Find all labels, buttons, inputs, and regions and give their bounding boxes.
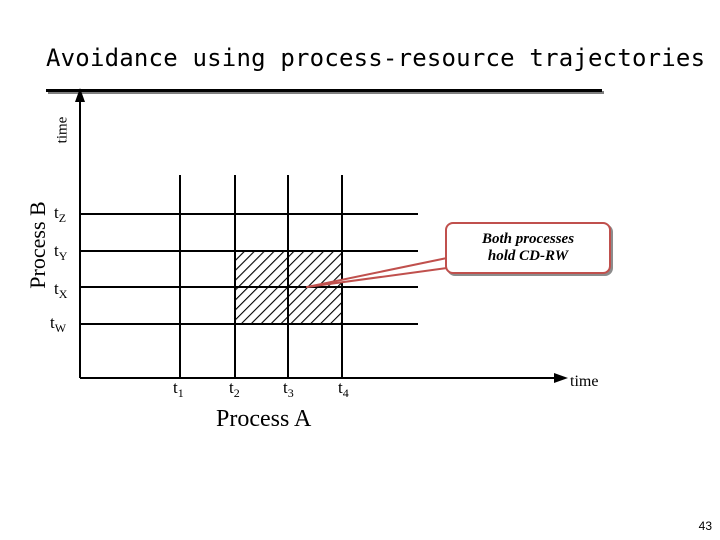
y-tick-tx: $t_X$ bbox=[54, 279, 68, 301]
x-tick-t1: $t_1$ bbox=[173, 378, 184, 400]
x-tick-t3: $t_3$ bbox=[283, 378, 294, 400]
x-tick-t2: $t_2$ bbox=[229, 378, 240, 400]
x-axis-time-label: time bbox=[570, 373, 599, 390]
x-tick-t4: $t_4$ bbox=[338, 378, 349, 400]
y-axis-label: Process B bbox=[25, 201, 50, 289]
slide-title: Avoidance using process-resource trajectories bbox=[46, 44, 706, 72]
page-number: 43 bbox=[698, 519, 712, 533]
x-axis-label: Process A bbox=[216, 406, 312, 432]
y-tick-ty: $t_Y$ bbox=[54, 241, 68, 263]
y-tick-tz: $t_Z$ bbox=[54, 203, 67, 225]
callout-line-1: Both processes bbox=[481, 231, 575, 247]
callout-box bbox=[445, 222, 611, 274]
arrow-right-icon bbox=[554, 373, 568, 383]
y-tick-tw: $t_W$ bbox=[50, 313, 67, 335]
callout-line-2: hold CD-RW bbox=[487, 248, 569, 264]
arrow-up-icon bbox=[75, 88, 85, 102]
y-axis-time-label: time bbox=[54, 116, 71, 144]
